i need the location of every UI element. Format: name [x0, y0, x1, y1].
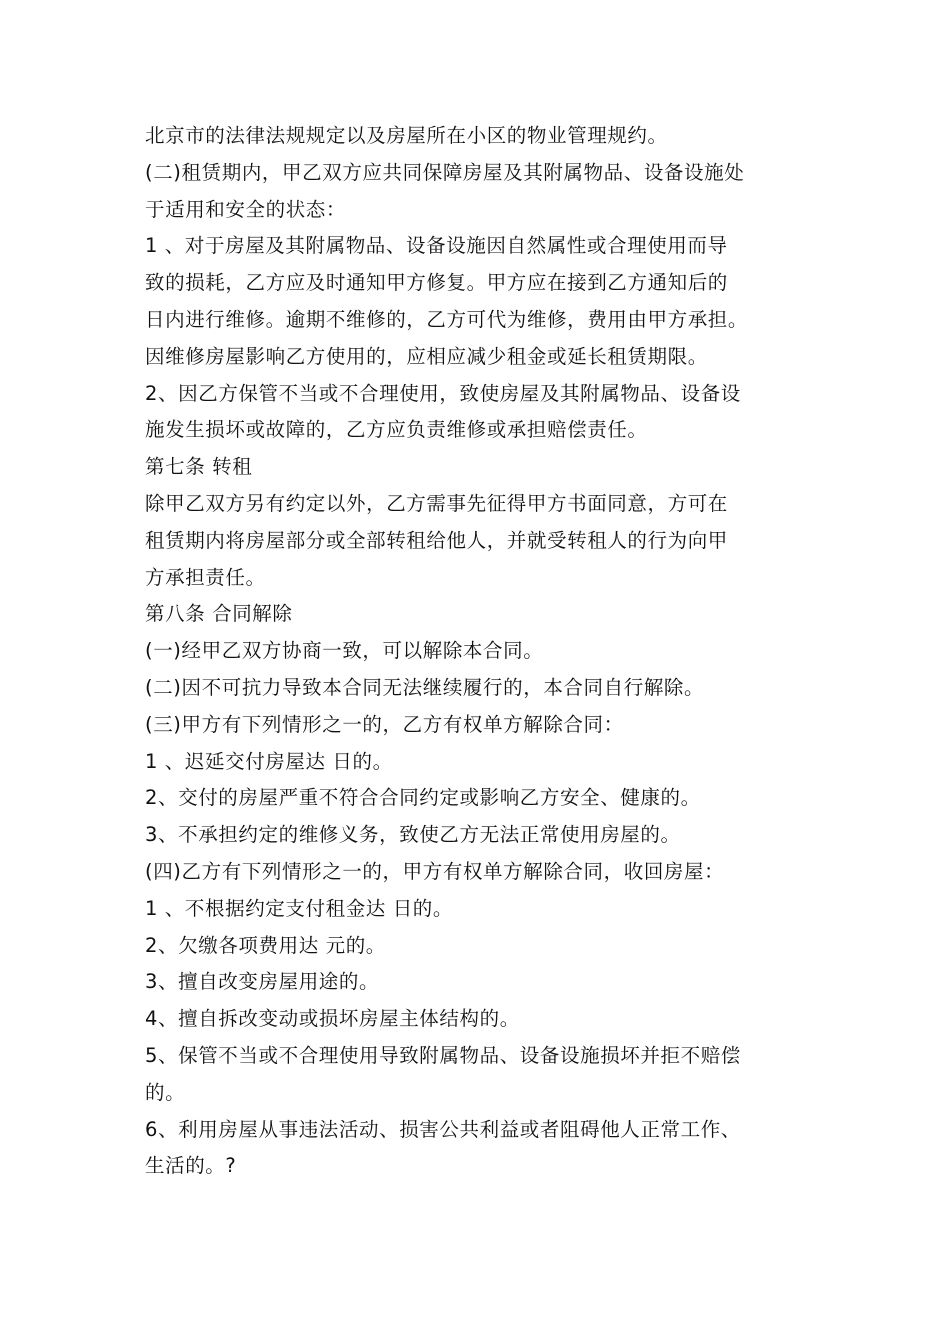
text-line: (四)乙方有下列情形之一的，甲方有权单方解除合同，收回房屋：: [145, 859, 725, 883]
text-line: 除甲乙双方另有约定以外，乙方需事先征得甲方书面同意，方可在: [145, 491, 728, 515]
document-body: [145, 118, 825, 1185]
section-heading: 第七条 转租: [145, 455, 253, 479]
text-line: 2、因乙方保管不当或不合理使用，致使房屋及其附属物品、设备设: [145, 381, 741, 405]
section-heading: 第八条 合同解除: [145, 602, 293, 626]
text-line: 施发生损坏或故障的，乙方应负责维修或承担赔偿责任。: [145, 418, 648, 442]
text-line: 的。: [145, 1080, 186, 1104]
text-line: 因维修房屋影响乙方使用的，应相应减少租金或延长租赁期限。: [145, 344, 708, 368]
text-line: 6、利用房屋从事违法活动、损害公共利益或者阻碍他人正常工作、: [145, 1117, 741, 1141]
text-line: 日内进行维修。逾期不维修的，乙方可代为维修，费用由甲方承担。: [145, 307, 749, 331]
text-line: (二)租赁期内，甲乙双方应共同保障房屋及其附属物品、设备设施处: [145, 160, 745, 184]
text-line: 致的损耗，乙方应及时通知甲方修复。甲方应在接到乙方通知后的: [145, 271, 728, 295]
text-line: 3、擅自改变房屋用途的。: [145, 970, 380, 994]
text-line: 1 、不根据约定支付租金达 日的。: [145, 896, 454, 920]
text-line: 3、不承担约定的维修义务，致使乙方无法正常使用房屋的。: [145, 823, 681, 847]
text-line: (二)因不可抗力导致本合同无法继续履行的，本合同自行解除。: [145, 675, 705, 699]
text-line: 方承担责任。: [145, 565, 266, 589]
text-line: 5、保管不当或不合理使用导致附属物品、设备设施损坏并拒不赔偿: [145, 1043, 741, 1067]
text-line: 北京市的法律法规规定以及房屋所在小区的物业管理规约。: [145, 124, 668, 147]
text-line: (一)经甲乙双方协商一致，可以解除本合同。: [145, 639, 544, 663]
text-line: 2、欠缴各项费用达 元的。: [145, 933, 386, 957]
text-line: 4、擅自拆改变动或损坏房屋主体结构的。: [145, 1007, 520, 1031]
text-line: 于适用和安全的状态：: [145, 197, 347, 221]
text-line: 1 、对于房屋及其附属物品、设备设施因自然属性或合理使用而导: [145, 234, 728, 258]
text-line: 租赁期内将房屋部分或全部转租给他人，并就受转租人的行为向甲: [145, 528, 728, 552]
text-line: 1 、迟延交付房屋达 日的。: [145, 749, 393, 773]
text-line: (三)甲方有下列情形之一的，乙方有权单方解除合同：: [145, 712, 624, 736]
text-line: 生活的。?: [145, 1154, 237, 1178]
text-line: 2、交付的房屋严重不符合合同约定或影响乙方安全、健康的。: [145, 786, 701, 810]
